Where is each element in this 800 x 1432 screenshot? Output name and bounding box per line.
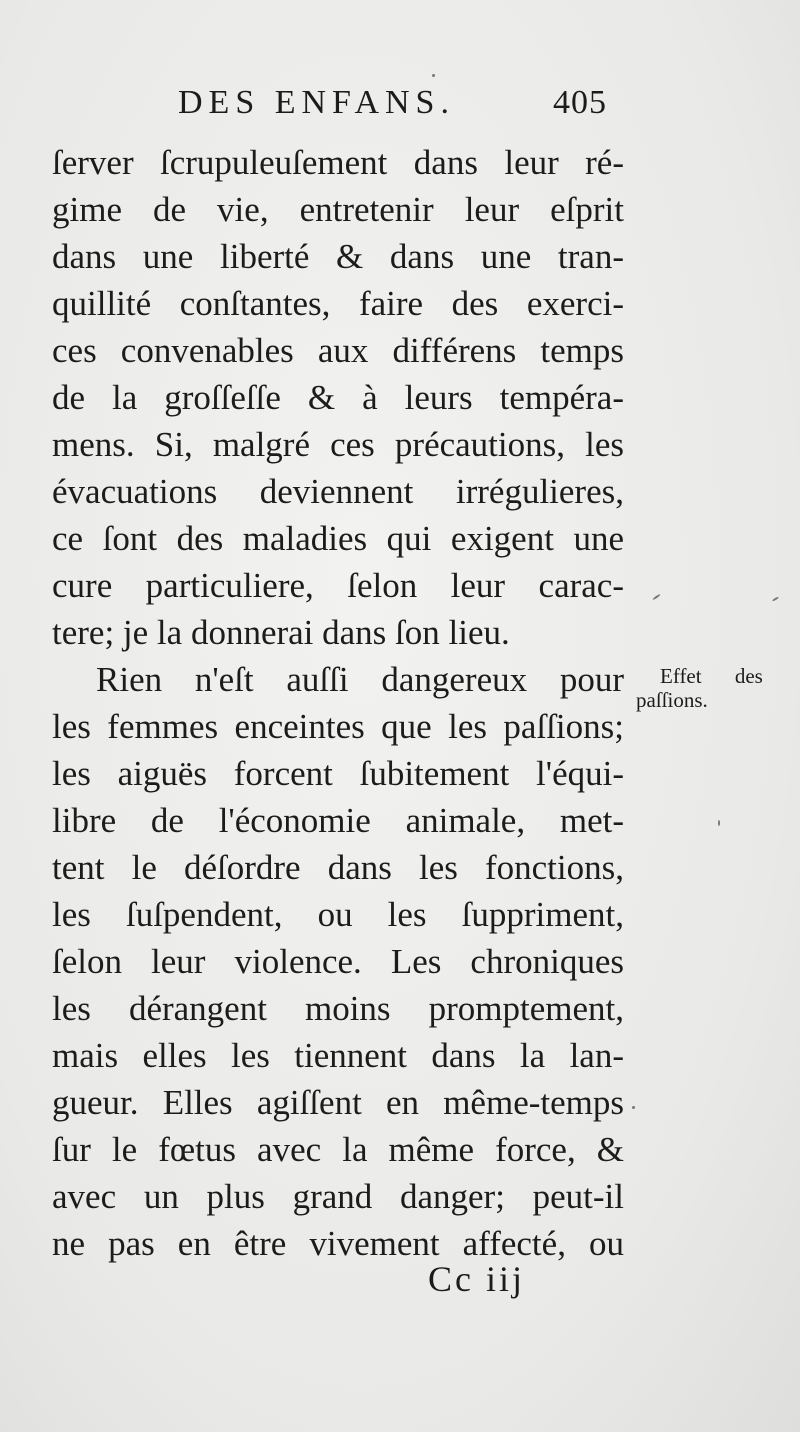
text-line: de la groſſeſſe & à leurs tempéra-: [52, 378, 624, 417]
text-line: cure particuliere, ſelon leur carac-: [52, 566, 624, 605]
text-line: mais elles les tiennent dans la lan-: [52, 1036, 624, 1075]
text-line: libre de l'économie animale, met-: [52, 801, 624, 840]
text-line: gime de vie, entretenir leur eſprit: [52, 190, 624, 229]
text-line: ſerver ſcrupuleuſement dans leur ré-: [52, 143, 624, 182]
text-line: les ſuſpendent, ou les ſuppriment,: [52, 895, 624, 934]
text-line: tere; je la donnerai dans ſon lieu.: [52, 613, 510, 652]
marginal-note-line: Effet des: [660, 664, 763, 688]
ink-speck: [432, 74, 435, 77]
text-line: tent le déſordre dans les fonctions,: [52, 848, 624, 887]
text-line: les femmes enceintes que les paſſions;: [52, 707, 624, 746]
marginal-note: [636, 664, 763, 712]
text-line: ne pas en être vivement affecté, ou: [52, 1224, 624, 1263]
ink-speck: [632, 1106, 635, 1109]
signature-mark: Cc iij: [428, 1259, 525, 1299]
running-head: DES ENFANS.: [178, 84, 455, 121]
text-line: dans une liberté & dans une tran-: [52, 237, 624, 276]
paragraph-first-line: Rien n'eſt auſſi dangereux pour: [96, 660, 624, 699]
text-line: ſur le fœtus avec la même force, &: [52, 1130, 624, 1169]
text-line: ce ſont des maladies qui exigent une: [52, 519, 624, 558]
marginal-note-line: paſſions.: [636, 688, 708, 712]
ink-speck: [718, 820, 720, 826]
text-line: quillité conſtantes, faire des exerci-: [52, 284, 624, 323]
text-line: avec un plus grand danger; peut-il: [52, 1177, 624, 1216]
text-line: mens. Si, malgré ces précautions, les: [52, 425, 624, 464]
ink-speck: [652, 594, 661, 601]
text-line: gueur. Elles agiſſent en même-temps: [52, 1083, 624, 1122]
text-line: les dérangent moins promptement,: [52, 989, 624, 1028]
text-line: ſelon leur violence. Les chroniques: [52, 942, 624, 981]
text-line: les aiguës forcent ſubitement l'équi-: [52, 754, 624, 793]
text-line: évacuations deviennent irrégulieres,: [52, 472, 624, 511]
ink-speck: [772, 596, 779, 601]
text-line: ces convenables aux différens temps: [52, 331, 624, 370]
page-number: 405: [553, 84, 607, 121]
